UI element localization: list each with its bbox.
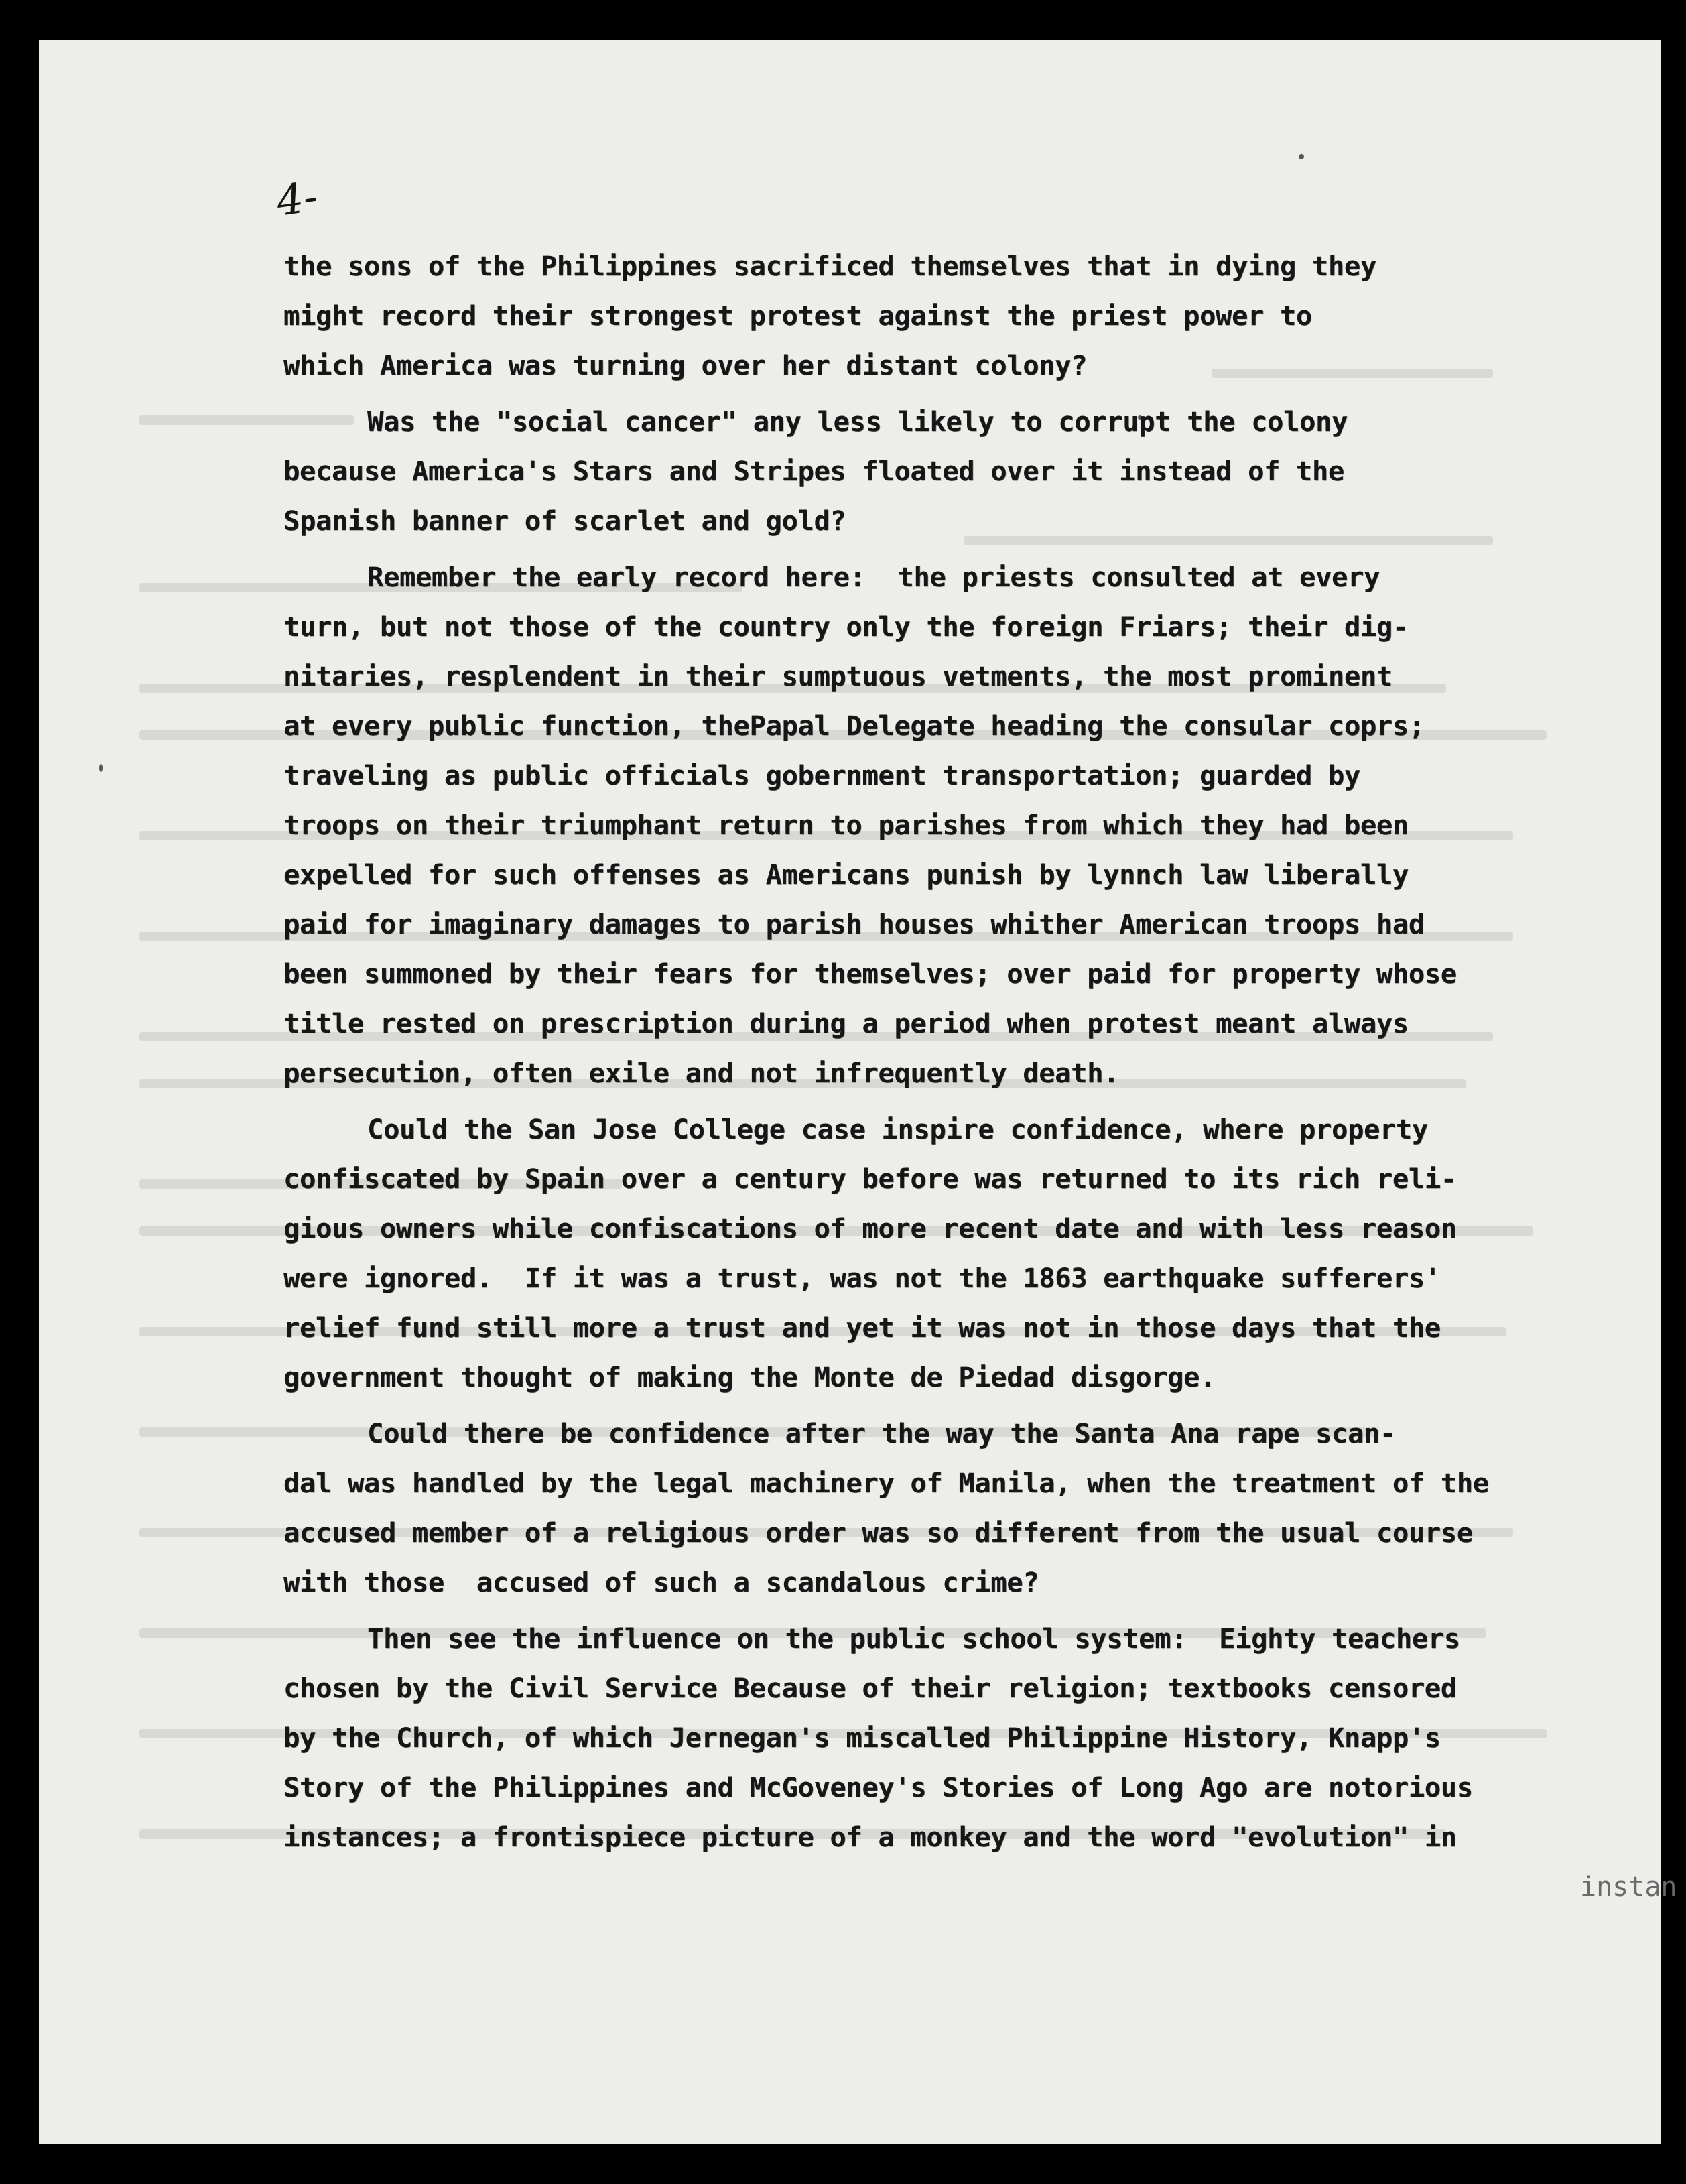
- text-line: Could the San Jose College case inspire confidence, where property: [367, 1113, 1428, 1145]
- text-line: confiscated by Spain over a century before was returned to its rich reli-: [283, 1163, 1457, 1195]
- text-line: gious owners while confiscations of more recent date and with less reason: [283, 1212, 1457, 1244]
- text-line: which America was turning over her distant colony?: [283, 349, 1088, 381]
- paragraph: [283, 552, 1664, 1098]
- scan-speck: [1299, 154, 1304, 159]
- margin-overflow-text: instan: [1580, 1872, 1677, 1903]
- text-line: were ignored. If it was a trust, was not the 1863 earthquake sufferers': [283, 1262, 1441, 1294]
- text-line: turn, but not those of the country only the foreign Friars; their dig-: [283, 611, 1409, 643]
- text-line: nitaries, resplendent in their sumptuous vetments, the most prominent: [283, 660, 1392, 692]
- text-line: might record their strongest protest against the priest power to: [283, 300, 1312, 332]
- text-line: traveling as public officials gobernment transportation; guarded by: [283, 759, 1360, 791]
- text-line: Was the "social cancer" any less likely to corrupt the colony: [367, 405, 1348, 438]
- text-line: the sons of the Philippines sacrificed themselves that in dying they: [283, 250, 1376, 282]
- text-line: Remember the early record here: the priests consulted at every: [367, 561, 1380, 593]
- text-line: accused member of a religious order was so different from the usual course: [283, 1517, 1473, 1549]
- text-line: Spanish banner of scarlet and gold?: [283, 505, 846, 537]
- text-line: at every public function, thePapal Delegate heading the consular coprs;: [283, 710, 1425, 742]
- paragraph: [283, 1614, 1664, 1862]
- text-line: chosen by the Civil Service Because of their religion; textbooks censored: [283, 1672, 1457, 1704]
- text-line: Story of the Philippines and McGoveney's Stories of Long Ago are notorious: [283, 1771, 1473, 1803]
- text-line: Could there be confidence after the way the Santa Ana rape scan-: [367, 1417, 1396, 1450]
- scan-speck: [99, 764, 103, 772]
- text-line: instances; a frontispiece picture of a monkey and the word "evolution" in: [283, 1821, 1457, 1853]
- text-line: government thought of making the Monte de Piedad disgorge.: [283, 1361, 1216, 1393]
- text-line: with those accused of such a scandalous crime?: [283, 1566, 1039, 1598]
- typewritten-page: [39, 40, 1677, 2144]
- body-text: [283, 241, 1664, 1868]
- paragraph: [283, 241, 1664, 390]
- text-line: by the Church, of which Jernegan's miscalled Philippine History, Knapp's: [283, 1722, 1441, 1754]
- text-line: been summoned by their fears for themselves; over paid for property whose: [283, 958, 1457, 990]
- text-line: expelled for such offenses as Americans punish by lynnch law liberally: [283, 858, 1409, 891]
- text-line: dal was handled by the legal machinery of Manila, when the treatment of the: [283, 1467, 1489, 1499]
- text-line: paid for imaginary damages to parish houses whither American troops had: [283, 908, 1425, 940]
- text-line: troops on their triumphant return to parishes from which they had been: [283, 809, 1409, 841]
- text-line: because America's Stars and Stripes floated over it instead of the: [283, 455, 1344, 487]
- paragraph: [283, 1409, 1664, 1607]
- text-line: relief fund still more a trust and yet it was not in those days that the: [283, 1311, 1441, 1344]
- paragraph: [283, 397, 1664, 545]
- paragraph: [283, 1104, 1664, 1402]
- text-line: Then see the influence on the public school system: Eighty teachers: [367, 1622, 1460, 1655]
- text-line: title rested on prescription during a period when protest meant always: [283, 1007, 1409, 1039]
- page-number: 4-: [273, 172, 321, 226]
- text-line: persecution, often exile and not infrequently death.: [283, 1057, 1120, 1089]
